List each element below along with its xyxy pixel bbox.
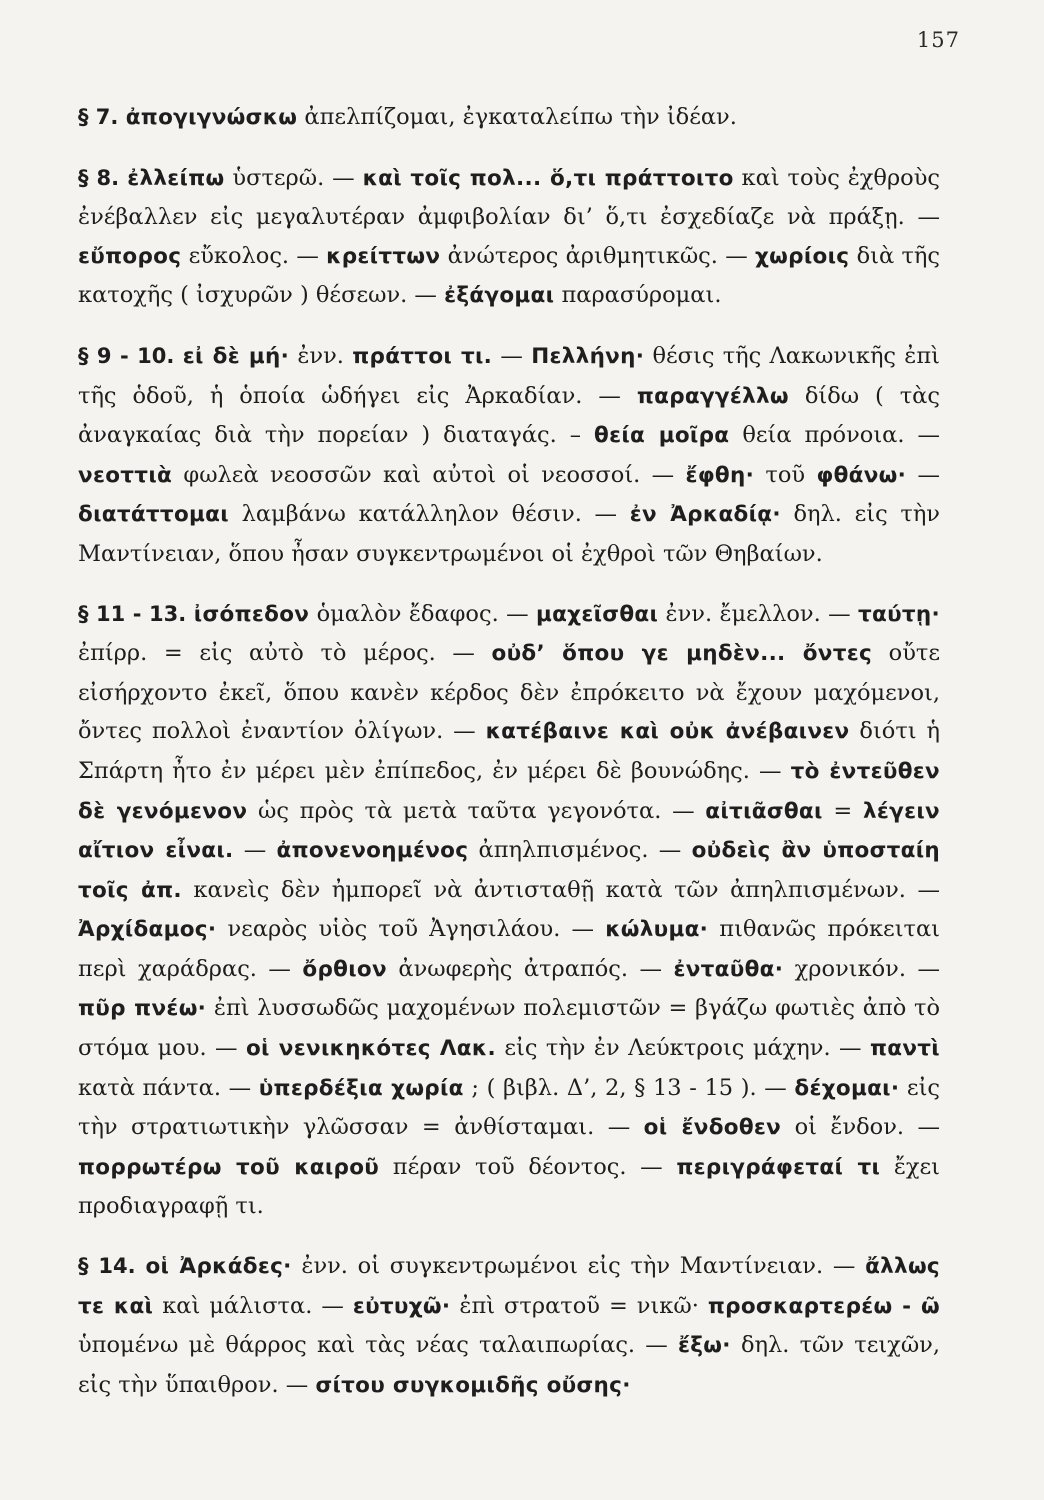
lemma-term: φθάνω· xyxy=(816,462,907,488)
gloss-text: διὰ τῆς κατοχῆς ( ἰσχυρῶν ) θέσεων. — xyxy=(78,242,940,309)
lemma-term: ἰσόπεδον xyxy=(193,601,310,627)
lemma-term: ὄρθιον xyxy=(302,956,387,982)
paragraph-section-8 xyxy=(78,159,940,316)
gloss-text: ἀπελπίζομαι, ἐγκαταλείπω τὴν ἰδέαν. xyxy=(297,104,737,130)
gloss-text: οὔτε εἰσήρχοντο ἐκεῖ, ὅπου κανὲν κέρδος δὲν ἐπρόκειτο νὰ ἔχουν μαχόμενοι, ὄντες πολλοὶ ἐναντίον ὀλίγων. — xyxy=(78,640,940,745)
lemma-term: θεία μοῖρα xyxy=(594,423,730,449)
lemma-term: εἰ δὲ μή· xyxy=(182,343,290,369)
commentary-text xyxy=(78,98,940,1405)
lemma-term: ἔφθη· xyxy=(685,462,755,488)
lemma-term: κατέβαινε καὶ οὐκ ἀνέβαινεν xyxy=(485,719,850,745)
gloss-text: καὶ μάλιστα. — xyxy=(153,1292,353,1319)
gloss-text: ἐπὶ λυσσωδῶς μαχομένων πολεμιστῶν = βγάζω φωτιὲς ἀπὸ τὸ στόμα μου. — xyxy=(78,995,940,1062)
gloss-text: ἀπηλπισμένος. — xyxy=(468,837,692,864)
lemma-term: καὶ τοῖς πολ... ὅ,τι πράττοιτο xyxy=(362,165,734,191)
gloss-text: ἐνν. xyxy=(289,342,353,369)
lemma-term: οὐδεὶς ἂν ὑποσταίη τοῖς ἀπ. xyxy=(78,838,940,903)
lemma-term: ἀπονενοημένος xyxy=(276,838,469,864)
section-number: § 7. xyxy=(78,105,126,129)
gloss-text: πιθανῶς πρόκειται περὶ χαράδρας. — xyxy=(78,916,940,982)
section-number: § 8. xyxy=(78,165,128,190)
lemma-term: κρείττων xyxy=(326,243,441,269)
gloss-text: θεία πρόνοια. — xyxy=(729,422,940,449)
gloss-text: εἰς τὴν ἐν Λεύκτροις μάχην. — xyxy=(495,1035,870,1062)
lemma-term: παντὶ xyxy=(869,1036,940,1062)
gloss-text: τοῦ xyxy=(754,461,817,488)
gloss-text: — xyxy=(906,461,940,488)
gloss-text: διότι ἡ Σπάρτη ἦτο ἐν μέρει μὲν ἐπίπεδος, ἐν μέρει δὲ βουνώδης. — xyxy=(78,718,941,784)
gloss-text: οἱ ἔνδον. — xyxy=(781,1114,941,1141)
lemma-term: ἔξω· xyxy=(678,1333,731,1359)
gloss-text: ὑστερῶ. — xyxy=(224,164,363,191)
gloss-text: χρονικόν. — xyxy=(783,955,940,982)
gloss-text: ἐπίρρ. = εἰς αὐτὸ τὸ μέρος. — xyxy=(78,640,492,667)
lemma-term: οἱ ἔνδοθεν xyxy=(643,1115,782,1141)
section-number: § 11 - 13. xyxy=(78,601,194,626)
lemma-term: οὐδ’ ὅπου γε μηδὲν... ὄντες xyxy=(491,641,873,667)
lemma-term: ἄλλως τε καὶ xyxy=(78,1254,940,1319)
lemma-term: πράττοι τι. xyxy=(352,343,493,369)
lemma-term: ταύτῃ· xyxy=(857,601,940,627)
lemma-term: ἀπογιγνώσκω xyxy=(125,105,298,130)
lemma-term: ἐξάγομαι xyxy=(444,283,555,309)
section-number: § 14. xyxy=(78,1254,146,1279)
lemma-term: περιγράφεταί τι xyxy=(676,1154,881,1180)
page-number: 157 xyxy=(916,28,960,52)
paragraph-section-9-10 xyxy=(78,337,940,574)
gloss-text: ; ( βιβλ. Δ’, 2, § 13 - 15 ). — xyxy=(463,1074,795,1101)
lemma-term: Πελλήνη· xyxy=(531,343,645,369)
gloss-text: ἀνώτερος ἀριθμητικῶς. — xyxy=(440,242,755,269)
gloss-text: φωλεὰ νεοσσῶν καὶ αὐτοὶ οἱ νεοσσοί. — xyxy=(172,461,686,488)
lemma-term: ὑπερδέξια χωρία xyxy=(258,1075,464,1101)
gloss-text: — xyxy=(233,837,277,864)
lemma-term: εὐτυχῶ· xyxy=(352,1293,451,1319)
lemma-term: εὔπορος xyxy=(78,243,182,269)
lemma-term: ἐλλείπω xyxy=(127,165,225,191)
paragraph-section-11-13 xyxy=(78,595,940,1227)
gloss-text: εἰς τὴν στρατιωτικὴν γλῶσσαν = ἀνθίσταμαι. — xyxy=(78,1074,940,1141)
gloss-text: = xyxy=(822,797,863,824)
gloss-text: θέσις τῆς Λακωνικῆς ἐπὶ τῆς ὁδοῦ, ἡ ὁποία ὡδήγει εἰς Ἀρκαδίαν. — xyxy=(78,342,940,409)
lemma-term: χωρίοις xyxy=(755,243,850,269)
paragraph-section-14 xyxy=(78,1247,940,1405)
gloss-text: ἐνν. οἱ συγκεντρωμένοι εἰς τὴν Μαντίνειαν. — xyxy=(291,1253,866,1280)
gloss-text: ὡς πρὸς τὰ μετὰ ταῦτα γεγονότα. — xyxy=(247,797,706,824)
lemma-term: παραγγέλλω xyxy=(636,383,789,409)
lemma-term: τὸ ἐντεῦθεν δὲ γενόμενον xyxy=(78,758,941,824)
lemma-term: πῦρ πνέω· xyxy=(78,996,207,1022)
lemma-term: δέχομαι· xyxy=(794,1075,900,1101)
lemma-term: πορρωτέρω τοῦ καιροῦ xyxy=(78,1154,380,1180)
gloss-text: δηλ. εἰς τὴν Μαντίνειαν, ὅπου ἦσαν συγκεντρωμένοι οἱ ἐχθροὶ τῶν Θηβαίων. xyxy=(78,501,940,567)
lemma-term: προσκαρτερέω - ῶ xyxy=(707,1293,940,1319)
lemma-term: νεοττιὰ xyxy=(78,462,173,488)
lemma-term: σίτου συγκομιδῆς οὔσης· xyxy=(315,1372,631,1398)
paragraph-section-7 xyxy=(78,98,940,138)
gloss-text: ὁμαλὸν ἔδαφος. — xyxy=(309,600,536,627)
gloss-text: καὶ τοὺς ἐχθροὺς ἐνέβαλλεν εἰς μεγαλυτέραν ἀμφιβολίαν δι’ ὅ,τι ἐσχεδίαζε νὰ πράξῃ. — xyxy=(78,164,940,231)
gloss-text: δίδω ( τὰς ἀναγκαίας διὰ τὴν πορείαν ) διαταγάς. – xyxy=(78,382,940,449)
gloss-text: ἐπὶ στρατοῦ = νικῶ· xyxy=(450,1292,708,1319)
gloss-text: δηλ. τῶν τειχῶν, εἰς τὴν ὕπαιθρον. — xyxy=(78,1332,940,1398)
lemma-term: κώλυμα· xyxy=(605,917,709,943)
gloss-text: ἐνν. ἔμελλον. — xyxy=(658,600,858,627)
lemma-term: διατάττομαι xyxy=(78,502,229,528)
gloss-text: νεαρὸς υἱὸς τοῦ Ἀγησιλάου. — xyxy=(216,916,606,943)
lemma-term: ἐνταῦθα· xyxy=(673,956,784,982)
gloss-text: — xyxy=(492,342,532,369)
gloss-text: πέραν τοῦ δέοντος. — xyxy=(379,1153,677,1180)
gloss-text: ὑπομένω μὲ θάρρος καὶ τὰς νέας ταλαιπωρίας. — xyxy=(78,1332,678,1359)
lemma-term: οἱ Ἀρκάδες· xyxy=(145,1254,292,1280)
section-number: § 9 - 10. xyxy=(78,343,183,368)
lemma-term: λέγειν αἴτιον εἶναι. xyxy=(78,798,940,864)
gloss-text: εὔκολος. — xyxy=(181,242,327,269)
lemma-term: οἱ νενικηκότες Λακ. xyxy=(245,1036,496,1062)
gloss-text: ἔχει προδιαγραφῇ τι. xyxy=(78,1153,941,1220)
gloss-text: ἀνωφερὴς ἀτραπός. — xyxy=(386,955,674,982)
gloss-text: παρασύρομαι. xyxy=(554,282,722,309)
lemma-term: ἐν Ἀρκαδίᾳ· xyxy=(629,502,781,528)
lemma-term: αἰτιᾶσθαι xyxy=(705,798,823,824)
lemma-term: Ἀρχίδαμος· xyxy=(78,917,217,943)
gloss-text: κανεὶς δὲν ἠμπορεῖ νὰ ἀντισταθῇ κατὰ τῶν ἀπηλπισμένων. — xyxy=(181,876,940,903)
gloss-text: λαμβάνω κατάλληλον θέσιν. — xyxy=(228,501,630,528)
lemma-term: μαχεῖσθαι xyxy=(535,601,659,627)
gloss-text: κατὰ πάντα. — xyxy=(78,1074,259,1101)
